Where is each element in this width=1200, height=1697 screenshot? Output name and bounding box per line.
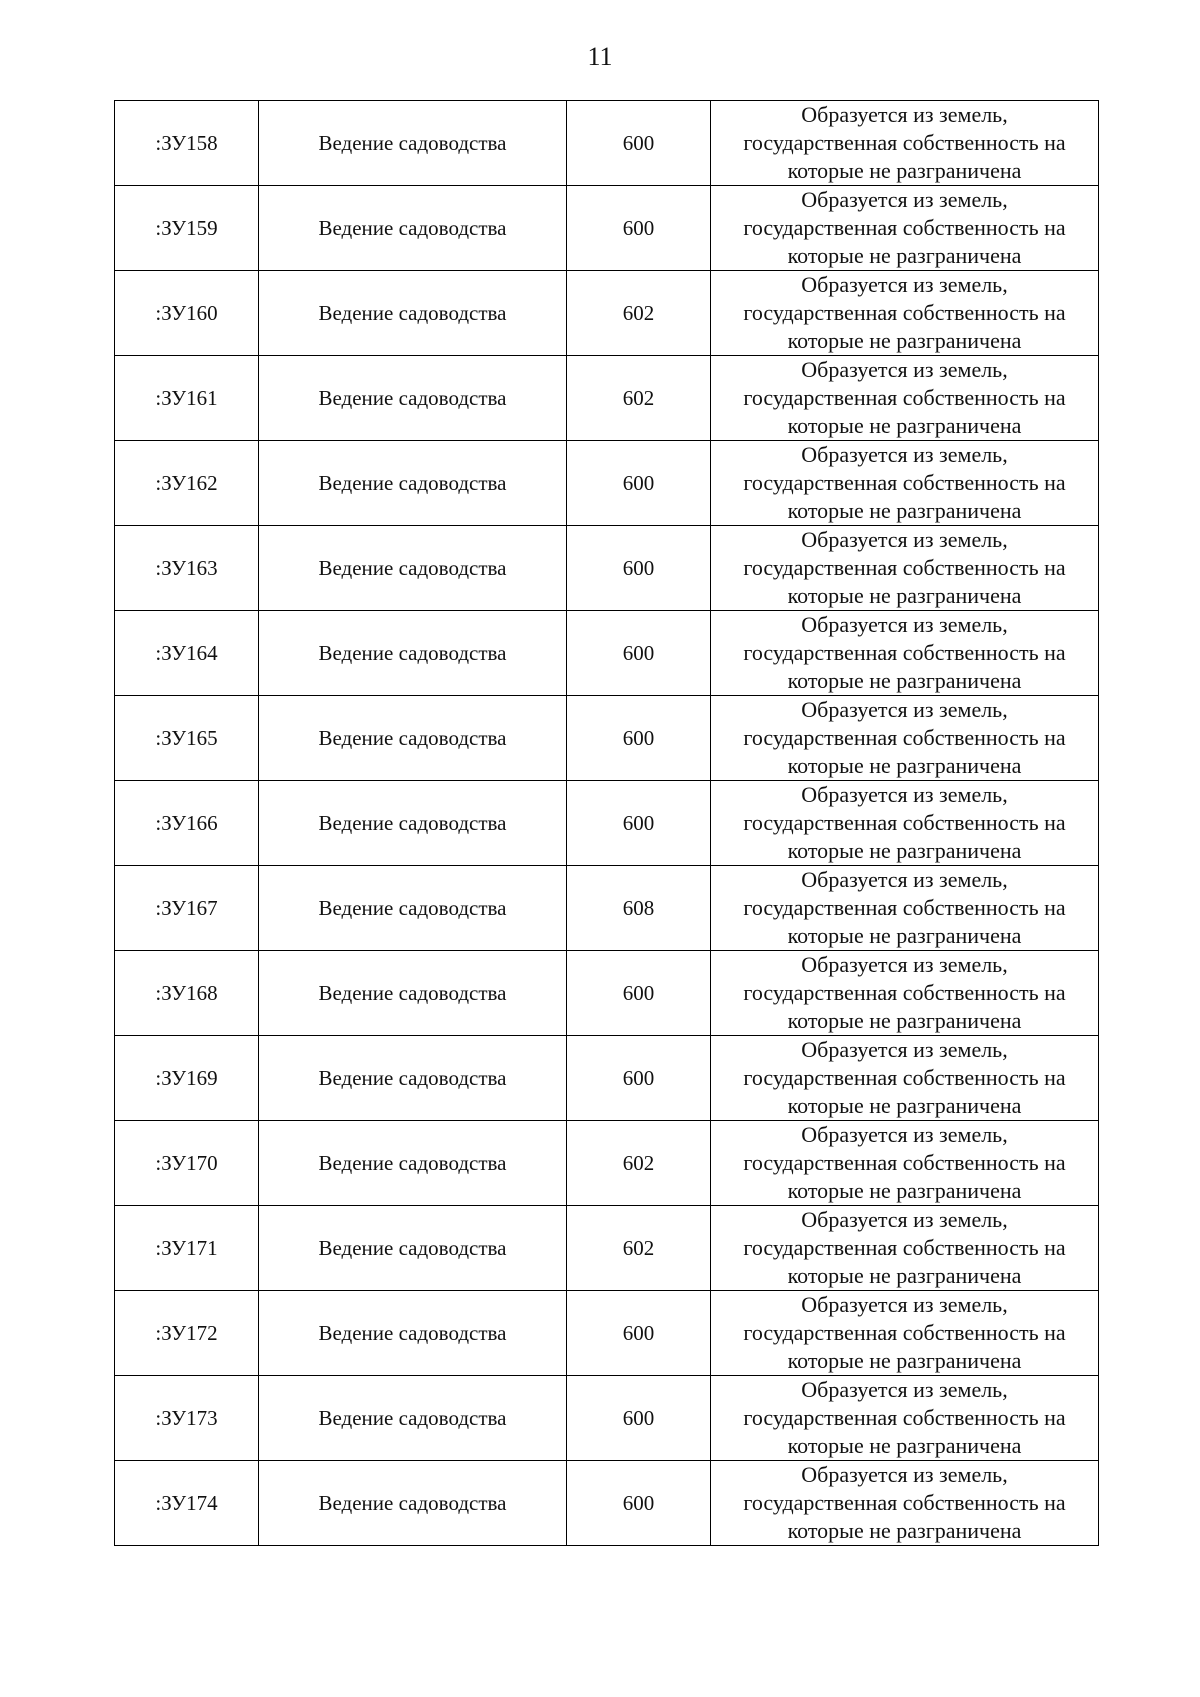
area-cell: 602 [567,1206,711,1291]
plot-id-cell: :ЗУ173 [115,1376,259,1461]
note-line: Образуется из земель, [801,952,1008,977]
note-line: которые не разграничена [787,1008,1022,1033]
note-line: государственная собственность на [743,1320,1066,1345]
note-cell [711,1461,1099,1546]
note-cell [711,781,1099,866]
plot-id-cell: :ЗУ159 [115,186,259,271]
note-line: Образуется из земель, [801,1377,1008,1402]
plot-id-cell: :ЗУ169 [115,1036,259,1121]
table-row [115,866,1099,951]
table-row [115,186,1099,271]
note-line: Образуется из земель, [801,187,1008,212]
land-use-cell: Ведение садоводства [259,526,567,611]
area-cell: 600 [567,951,711,1036]
note-cell [711,696,1099,781]
area-cell: 600 [567,186,711,271]
note-line: Образуется из земель, [801,697,1008,722]
table-row [115,781,1099,866]
plot-id-cell: :ЗУ168 [115,951,259,1036]
note-line: государственная собственность на [743,1150,1066,1175]
note-line: государственная собственность на [743,555,1066,580]
note-line: Образуется из земель, [801,1207,1008,1232]
note-line: которые не разграничена [787,753,1022,778]
note-line: которые не разграничена [787,1433,1022,1458]
note-cell [711,526,1099,611]
table-row [115,271,1099,356]
area-cell: 600 [567,101,711,186]
note-line: которые не разграничена [787,1348,1022,1373]
land-use-cell: Ведение садоводства [259,271,567,356]
land-use-cell: Ведение садоводства [259,101,567,186]
note-line: которые не разграничена [787,498,1022,523]
plot-id-cell: :ЗУ171 [115,1206,259,1291]
table-row [115,1206,1099,1291]
plot-id-cell: :ЗУ160 [115,271,259,356]
note-line: которые не разграничена [787,413,1022,438]
note-cell [711,1036,1099,1121]
note-line: государственная собственность на [743,300,1066,325]
land-use-cell: Ведение садоводства [259,1461,567,1546]
table-row [115,1036,1099,1121]
table-row [115,1121,1099,1206]
note-line: которые не разграничена [787,923,1022,948]
plot-id-cell: :ЗУ165 [115,696,259,781]
plot-id-cell: :ЗУ174 [115,1461,259,1546]
area-cell: 602 [567,1121,711,1206]
note-cell [711,271,1099,356]
note-line: которые не разграничена [787,158,1022,183]
note-line: которые не разграничена [787,1178,1022,1203]
note-line: которые не разграничена [787,838,1022,863]
note-line: которые не разграничена [787,328,1022,353]
table-row [115,951,1099,1036]
area-cell: 600 [567,781,711,866]
note-line: государственная собственность на [743,895,1066,920]
note-cell [711,101,1099,186]
note-cell [711,356,1099,441]
table-row [115,1376,1099,1461]
land-use-cell: Ведение садоводства [259,1291,567,1376]
note-line: государственная собственность на [743,725,1066,750]
plot-id-cell: :ЗУ163 [115,526,259,611]
area-cell: 600 [567,611,711,696]
land-use-cell: Ведение садоводства [259,356,567,441]
land-use-cell: Ведение садоводства [259,696,567,781]
note-cell [711,441,1099,526]
page-number: 11 [587,42,613,71]
note-cell [711,186,1099,271]
note-line: государственная собственность на [743,1065,1066,1090]
table-row [115,696,1099,781]
plot-id-cell: :ЗУ158 [115,101,259,186]
land-use-cell: Ведение садоводства [259,186,567,271]
note-line: Образуется из земель, [801,102,1008,127]
note-line: Образуется из земель, [801,1292,1008,1317]
land-use-cell: Ведение садоводства [259,866,567,951]
note-cell [711,1376,1099,1461]
area-cell: 600 [567,696,711,781]
note-line: Образуется из земель, [801,1122,1008,1147]
land-use-cell: Ведение садоводства [259,951,567,1036]
note-line: государственная собственность на [743,1405,1066,1430]
table-row [115,356,1099,441]
land-use-cell: Ведение садоводства [259,1376,567,1461]
area-cell: 600 [567,1376,711,1461]
table-row [115,611,1099,696]
note-line: Образуется из земель, [801,357,1008,382]
land-use-cell: Ведение садоводства [259,1036,567,1121]
land-use-cell: Ведение садоводства [259,441,567,526]
table-row [115,441,1099,526]
note-line: Образуется из земель, [801,782,1008,807]
note-line: государственная собственность на [743,1235,1066,1260]
plot-id-cell: :ЗУ172 [115,1291,259,1376]
note-line: государственная собственность на [743,640,1066,665]
plot-id-cell: :ЗУ162 [115,441,259,526]
area-cell: 602 [567,271,711,356]
note-line: Образуется из земель, [801,867,1008,892]
land-use-cell: Ведение садоводства [259,611,567,696]
note-line: Образуется из земель, [801,527,1008,552]
note-line: государственная собственность на [743,810,1066,835]
table-row [115,526,1099,611]
note-line: которые не разграничена [787,583,1022,608]
land-use-cell: Ведение садоводства [259,781,567,866]
note-line: государственная собственность на [743,385,1066,410]
note-cell [711,866,1099,951]
note-cell [711,1291,1099,1376]
note-line: которые не разграничена [787,1263,1022,1288]
area-cell: 600 [567,441,711,526]
note-line: государственная собственность на [743,470,1066,495]
note-line: Образуется из земель, [801,1462,1008,1487]
note-line: Образуется из земель, [801,272,1008,297]
plot-id-cell: :ЗУ170 [115,1121,259,1206]
note-line: государственная собственность на [743,980,1066,1005]
table-row [115,1461,1099,1546]
note-line: которые не разграничена [787,1518,1022,1543]
note-line: государственная собственность на [743,130,1066,155]
note-line: которые не разграничена [787,1093,1022,1118]
plot-id-cell: :ЗУ164 [115,611,259,696]
land-plots-table [114,100,1099,1546]
plot-id-cell: :ЗУ161 [115,356,259,441]
note-cell [711,1121,1099,1206]
land-use-cell: Ведение садоводства [259,1121,567,1206]
note-line: Образуется из земель, [801,612,1008,637]
area-cell: 602 [567,356,711,441]
land-plots-table-body [115,101,1099,1546]
table-row [115,1291,1099,1376]
land-use-cell: Ведение садоводства [259,1206,567,1291]
plot-id-cell: :ЗУ167 [115,866,259,951]
area-cell: 600 [567,1291,711,1376]
area-cell: 608 [567,866,711,951]
note-cell [711,1206,1099,1291]
note-line: Образуется из земель, [801,1037,1008,1062]
note-line: которые не разграничена [787,668,1022,693]
note-line: Образуется из земель, [801,442,1008,467]
note-cell [711,611,1099,696]
area-cell: 600 [567,1461,711,1546]
note-line: которые не разграничена [787,243,1022,268]
note-line: государственная собственность на [743,215,1066,240]
note-line: государственная собственность на [743,1490,1066,1515]
note-cell [711,951,1099,1036]
table-row [115,101,1099,186]
plot-id-cell: :ЗУ166 [115,781,259,866]
area-cell: 600 [567,1036,711,1121]
area-cell: 600 [567,526,711,611]
